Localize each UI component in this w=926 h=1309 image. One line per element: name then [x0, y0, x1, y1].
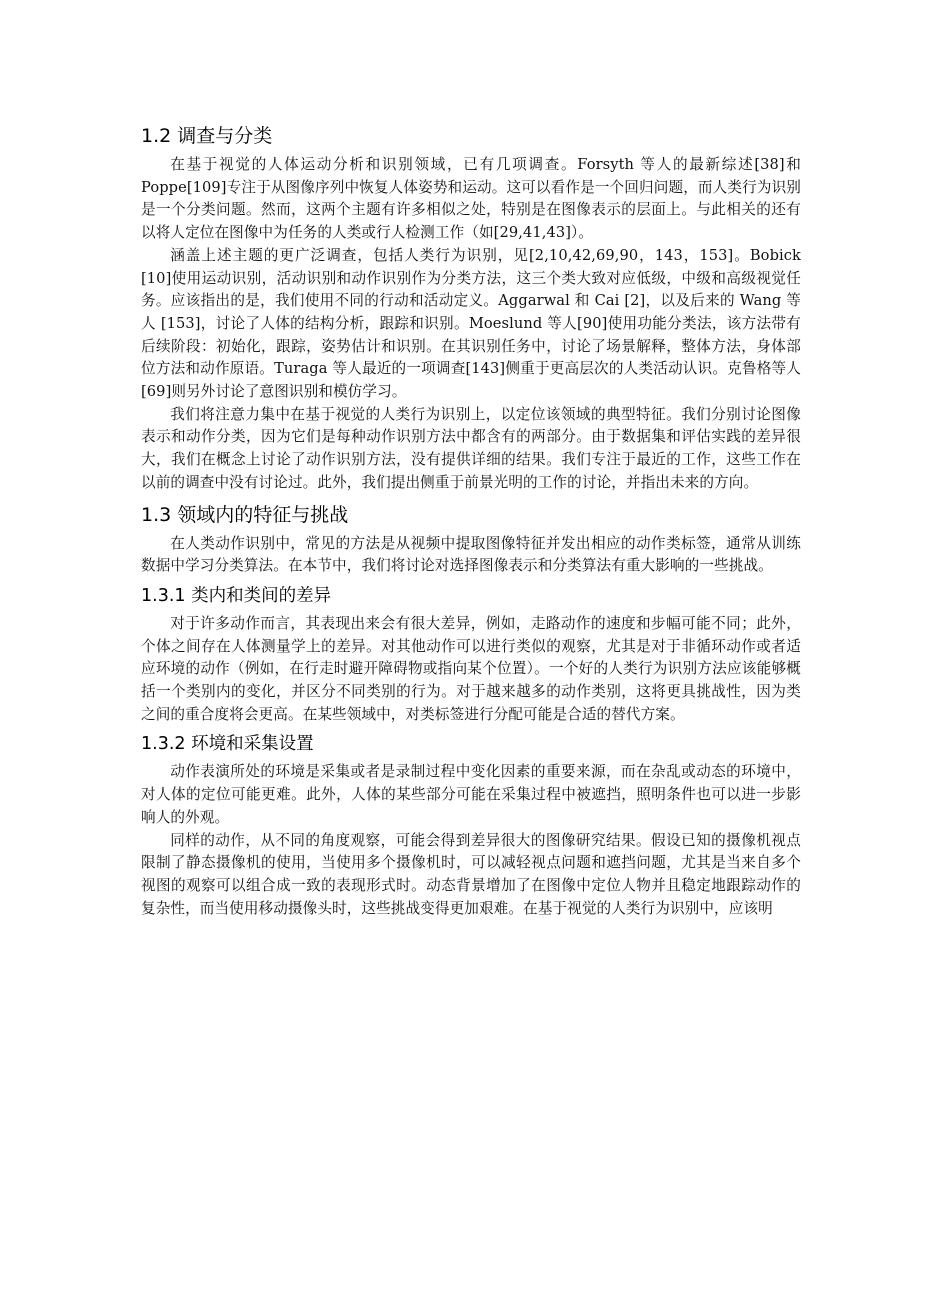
subsection-heading: 1.3.2 环境和采集设置	[141, 734, 314, 755]
paragraph: 涵盖上述主题的更广泛调查，包括人类行为识别，见[2,10,42,69,90，143，153]。Bobick [10]使用运动识别，活动识别和动作识别作为分类方法，这三个类大致对应低级，中级和高级视觉任务。应该指出的是，我们使用不同的行动和活动定义。Aggarwal 和 Cai [2]，以及后来的 Wang 等人 [153]，讨论了人体的结构分析，跟踪和识别。Moeslund 等人[90]使用功能分类法，该方法带有后续阶段：初始化，跟踪，姿势估计和识别。在其识别任务中，讨论了场景解释，整体方法，身体部位方法和动作原语。Turaga 等人最近的一项调查[143]侧重于更高层次的人类活动认识。克鲁格等人[69]则另外讨论了意图识别和模仿学习。	[141, 246, 801, 401]
paragraph: 在人类动作识别中，常见的方法是从视频中提取图像特征并发出相应的动作类标签，通常从训练数据中学习分类算法。在本节中，我们将讨论对选择图像表示和分类算法有重大影响的一些挑战。	[141, 534, 801, 575]
subsection-heading: 1.3.1 类内和类间的差异	[141, 585, 332, 606]
section-heading: 1.3 领域内的特征与挑战	[141, 503, 349, 526]
document-body	[141, 122, 801, 920]
section-1-2	[141, 122, 801, 495]
paragraph: 动作表演所处的环境是采集或者是录制过程中变化因素的重要来源，而在杂乱或动态的环境中，对人体的定位可能更难。此外，人体的某些部分可能在采集过程中被遮挡，照明条件也可以进一步影响人的外观。	[141, 763, 801, 826]
section-1-3-2	[141, 731, 801, 920]
section-1-3-1	[141, 583, 801, 727]
paragraph: 在基于视觉的人体运动分析和识别领域，已有几项调查。Forsyth 等人的最新综述[38]和 Poppe[109]专注于从图像序列中恢复人体姿势和运动。这可以看作是一个回归问题，而人类行为识别是一个分类问题。然而，这两个主题有许多相似之处，特别是在图像表示的层面上。与此相关的还有以将人定位在图像中为任务的人类或行人检测工作（如[29,41,43]）。	[141, 156, 801, 242]
section-1-3	[141, 501, 801, 578]
paragraph: 我们将注意力集中在基于视觉的人类行为识别上，以定位该领域的典型特征。我们分别讨论图像表示和动作分类，因为它们是每种动作识别方法中都含有的两部分。由于数据集和评估实践的差异很大，我们在概念上讨论了动作识别方法，没有提供详细的结果。我们专注于最近的工作，这些工作在以前的调查中没有讨论过。此外，我们提出侧重于前景光明的工作的讨论，并指出未来的方向。	[141, 405, 801, 491]
paragraph: 对于许多动作而言，其表现出来会有很大差异，例如，走路动作的速度和步幅可能不同；此外，个体之间存在人体测量学上的差异。对其他动作可以进行类似的观察，尤其是对于非循环动作或者适应环境的动作（例如，在行走时避开障碍物或指向某个位置）。一个好的人类行为识别方法应该能够概括一个类别内的变化，并区分不同类别的行为。对于越来越多的动作类别，这将更具挑战性，因为类之间的重合度将会更高。在某些领域中，对类标签进行分配可能是合适的替代方案。	[141, 614, 801, 723]
paragraph: 同样的动作，从不同的角度观察，可能会得到差异很大的图像研究结果。假设已知的摄像机视点限制了静态摄像机的使用，当使用多个摄像机时，可以减轻视点问题和遮挡问题，尤其是当来自多个视图的观察可以组合成一致的表现形式时。动态背景增加了在图像中定位人物并且稳定地跟踪动作的复杂性，而当使用移动摄像头时，这些挑战变得更加艰难。在基于视觉的人类行为识别中，应该明	[141, 831, 801, 917]
section-heading: 1.2 调查与分类	[141, 125, 273, 147]
